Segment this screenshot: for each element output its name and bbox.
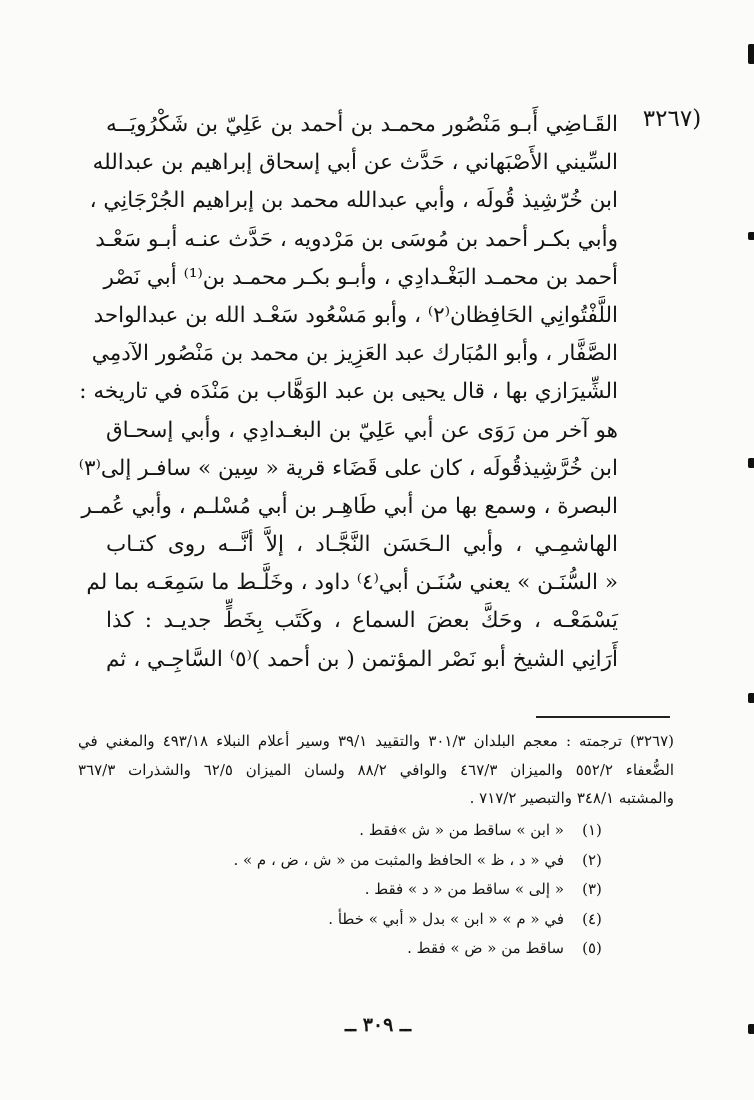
entry-line: الهاشمِـي ، وأبي الـحَسَن النَّجَّـاد ، إلاَّ أنَّــه روى كتـاب: [106, 532, 618, 558]
footnote-item: [150, 815, 610, 845]
entry-line: البصرة ، وسمع بها من أبي طَاهِـر بن أبي مُسْلـم ، وأبي عُمـر: [81, 493, 618, 519]
edge-mark: [748, 693, 754, 703]
footnote-item: [150, 845, 610, 875]
entry-line: القَـاضِي أَبـو مَنْصُور محمـد بن أحمد بن عَلِيّ بن شَكْرُويَــه: [106, 112, 618, 137]
footnote-source-line: الضُّعفاء ٥٥٢/٢ والميزان ٤٦٧/٣ والوافي ٨٨/٢ ولسان الميزان ٦٢/٥ والشذرات ٣٦٧/٣: [78, 760, 674, 779]
entry-body: [78, 106, 619, 679]
entry-line: الشِّيرَازي بها ، قال يحيى بن عبد الوَهَّاب بن مَنْدَه في تاريخه :: [79, 379, 618, 405]
entry-line: أَرَانِي الشيخ أبو نَصْر المؤتمن ( بن أحمد )⁽٥⁾ السَّاجِـي ، ثم: [106, 646, 619, 672]
footnote-text: « ابن » ساقط من « ش »فقط .: [359, 821, 564, 839]
entry-line: ابن خُرَّشِيذقُولَه ، كان على قَضَاء قرية « سِين » سافـر إلى⁽٣⁾: [78, 455, 618, 481]
footnote-item: [150, 933, 610, 963]
edge-mark: [748, 232, 754, 240]
footnote-text: ساقط من « ض » فقط .: [407, 939, 564, 958]
edge-mark: [748, 44, 754, 64]
footnote-number: (٣): [582, 880, 602, 899]
edge-mark: [748, 458, 754, 468]
page-number: ــ ٣٠٩ ــ: [344, 1014, 412, 1036]
footnote-source-line: (٣٢٦٧) ترجمته : معجم البلدان ٣٠١/٣ والتقييد ٣٩/١ وسير أعلام النبلاء ٤٩٣/١٨ والمغني في: [78, 732, 674, 750]
footnote-separator: [536, 716, 670, 718]
footnote-text: في « م » « ابن » بدل « أبي » خطأ .: [328, 909, 564, 928]
entry-line: وأبي بكـر أحمد بن مُوسَى بن مَرْدويه ، حَدَّث عنـه أبـو سَعْـد: [95, 226, 618, 252]
entry-number: (٣٢٦٧: [642, 106, 702, 132]
footnote-list: [150, 815, 610, 963]
footnote-text: « إلى » ساقط من « د » فقط .: [364, 880, 564, 899]
footnote-sources: [78, 727, 674, 813]
entry-line: الصَّفَّار ، وأبو المُبَارك عبد العَزِيز بن محمد بن مَنْصُور الآدمِي: [91, 341, 618, 367]
entry-line: « السُّنَـن » يعني سُنَـن أبي⁽٤⁾ داود ، وخَلَّـط ما سَمِعَـه بما لم: [86, 570, 618, 596]
entry-line: اللَّفْتُوانِي الحَافِظان⁽٢⁾ ، وأبو مَسْعُود سَعْـد الله بن عبدالواحد: [93, 302, 618, 328]
entry-line: ابن خُرّشِيذ قُولَه ، وأبي عبدالله محمد بن إبراهيم الجُرْجَانِي ،: [89, 188, 618, 214]
edge-mark: [748, 1024, 754, 1034]
entry-line: هو آخر من رَوَى عن أبي عَلِيّ بن البغـدادِي ، وأبي إسحـاق: [106, 417, 618, 443]
entry-line: يَسْمَعْـه ، وحَكَّ بعضَ السماع ، وكَتَب بِخَطٍّ جديـد : كذا: [106, 608, 618, 634]
entry-line: السِّيني الأَصْبَهاني ، حَدَّث عن أبي إسحاق إبراهيم بن عبدالله: [92, 150, 618, 176]
footnote-source-line: والمشتبه ٣٤٨/١ والتبصير ٧١٧/٢ .: [469, 789, 674, 808]
footnote-item: [150, 874, 610, 904]
footnote-number: (٢): [582, 850, 602, 869]
footnote-number: (٤): [582, 909, 602, 928]
footnote-item: [150, 904, 610, 934]
footnote-number: (١): [582, 821, 602, 839]
entry-line: أحمد بن محمـد البَغْـدادِي ، وأبـو بكـر محمـد بن⁽¹⁾ أبي نَصْر: [103, 264, 618, 290]
footnote-text: في « د ، ظ » الحافظ والمثبت من « ش ، ض ، م » .: [233, 850, 564, 869]
footnote-number: (٥): [582, 939, 602, 958]
